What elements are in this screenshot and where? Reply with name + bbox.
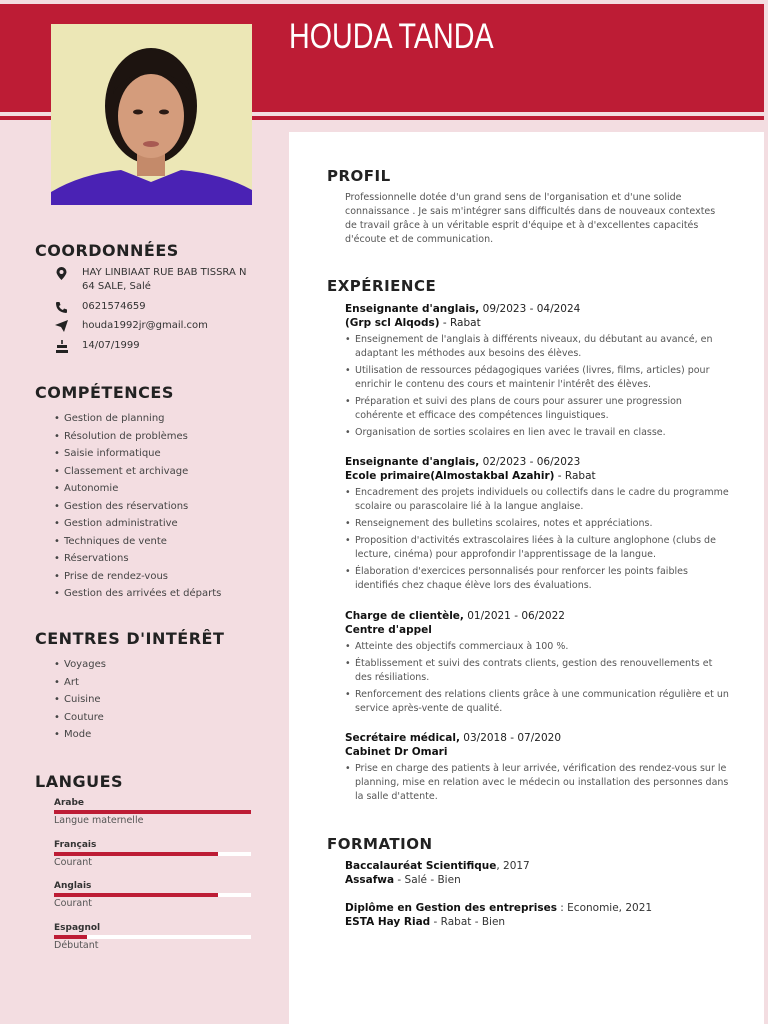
language-level-bar (54, 935, 251, 939)
contact-address (54, 266, 264, 294)
skill-item: • Résolution de problèmes (54, 428, 221, 446)
interests-list (54, 656, 106, 744)
contact-email-text[interactable]: houda1992jr@gmail.com (82, 320, 208, 331)
skills-list (54, 410, 221, 603)
language-level: Courant (54, 898, 92, 909)
language-item (54, 880, 251, 910)
language-level-bar (54, 893, 251, 897)
experience-entry (345, 302, 730, 440)
language-level: Débutant (54, 940, 99, 951)
interest-item: • Cuisine (54, 691, 106, 709)
job-bullet: • Prise en charge des patients à leur arrivée, vérification des rendez-vous sur le planning, mise en relation avec le médecin ou installation des personnes dans la salle d'attente. (345, 762, 730, 804)
language-item (54, 839, 251, 869)
experience-heading: EXPÉRIENCE (327, 277, 437, 295)
languages-heading: LANGUES (35, 772, 124, 791)
language-name: Anglais (54, 881, 92, 891)
education-entry (345, 901, 730, 929)
skill-item: • Classement et archivage (54, 463, 221, 481)
education-detail: : Economie, 2021 (556, 902, 653, 914)
language-level-bar (54, 810, 251, 814)
job-employer: (Grp scl Alqods) (345, 317, 440, 329)
send-icon (54, 319, 69, 333)
job-dates: 03/2018 - 07/2020 (459, 732, 561, 744)
education-heading: FORMATION (327, 835, 433, 853)
job-bullet: • Enseignement de l'anglais à différents niveaux, du débutant au avancé, en adaptant les méthodes aux besoins des élèves. (345, 333, 730, 361)
job-bullet: • Établissement et suivi des contrats clients, gestion des renouvellements et des résiliations. (345, 657, 730, 685)
interest-item: • Art (54, 674, 106, 692)
job-bullet: • Élaboration d'exercices personnalisés pour renforcer les points faibles identifiés chez chaque élève lors des évaluations. (345, 565, 730, 593)
job-bullet: • Renseignement des bulletins scolaires, notes et appréciations. (345, 517, 730, 531)
interests-heading: CENTRES D'INTÉRÊT (35, 629, 225, 648)
job-employer: Cabinet Dr Omari (345, 746, 448, 758)
experience-entry (345, 609, 730, 716)
job-dates: 01/2021 - 06/2022 (463, 610, 565, 622)
skills-heading: COMPÉTENCES (35, 383, 174, 402)
language-item (54, 797, 251, 827)
job-dates: 09/2023 - 04/2024 (479, 303, 581, 315)
language-level-fill (54, 893, 218, 897)
contact-birthdate (54, 339, 264, 353)
job-location: - Rabat (554, 470, 596, 482)
profile-photo (51, 24, 252, 205)
experience-entry (345, 731, 730, 804)
skill-item: • Saisie informatique (54, 445, 221, 463)
job-title: Enseignante d'anglais, (345, 303, 480, 315)
education-detail: , 2017 (496, 860, 530, 872)
education-location: - Rabat - Bien (430, 916, 506, 928)
job-title: Charge de clientèle, (345, 610, 464, 622)
job-bullet: • Organisation de sorties scolaires en lien avec le travail en classe. (345, 426, 730, 440)
profile-heading: PROFIL (327, 167, 391, 185)
job-dates: 02/2023 - 06/2023 (479, 456, 581, 468)
skill-item: • Autonomie (54, 480, 221, 498)
skill-item: • Prise de rendez-vous (54, 568, 221, 586)
birthday-cake-icon (54, 339, 69, 353)
job-bullet: • Préparation et suivi des plans de cours pour assurer une progression cohérente et efficace des compétences linguistiques. (345, 395, 730, 423)
language-name: Français (54, 840, 97, 850)
job-bullet: • Encadrement des projets individuels ou collectifs dans le cadre du programme scolaire ou parascolaire lié à la langue anglaise. (345, 486, 730, 514)
language-level-bar (54, 852, 251, 856)
interest-item: • Voyages (54, 656, 106, 674)
education-entry (345, 859, 730, 887)
contact-birthdate-text: 14/07/1999 (82, 340, 140, 351)
profile-text: Professionnelle dotée d'un grand sens de l'organisation et d'une solide connaissance . Je sais m'intégrer sans difficultés dans de nouveaux contextes de travail grâce à un véritable esprit d'équipe et à d'excellentes capacités d'écoute et de communication. (345, 192, 716, 245)
job-title: Enseignante d'anglais, (345, 456, 480, 468)
education-location: - Salé - Bien (394, 874, 461, 886)
language-name: Arabe (54, 798, 85, 808)
interest-item: • Mode (54, 726, 106, 744)
job-employer: Centre d'appel (345, 624, 432, 636)
skill-item: • Gestion administrative (54, 515, 221, 533)
experience-entry (345, 455, 730, 593)
location-pin-icon (54, 266, 69, 280)
candidate-name: HOUDA TANDA (289, 17, 494, 56)
interest-item: • Couture (54, 709, 106, 727)
contact-phone (54, 300, 264, 314)
education-degree: Diplôme en Gestion des entreprises (345, 902, 557, 914)
skill-item: • Gestion de planning (54, 410, 221, 428)
contact-phone-text: 0621574659 (82, 301, 146, 312)
skill-item: • Gestion des arrivées et départs (54, 585, 221, 603)
skill-item: • Techniques de vente (54, 533, 221, 551)
language-level: Courant (54, 857, 92, 868)
job-bullet: • Proposition d'activités extrascolaires liées à la culture anglophone (clubs de lecture, cinéma) pour approfondir l'apprentissage de la langue. (345, 534, 730, 562)
phone-icon (54, 300, 69, 314)
job-bullet: • Utilisation de ressources pédagogiques variées (livres, films, articles) pour enrichir le contenu des cours et maintenir l'intérêt des élèves. (345, 364, 730, 392)
language-name: Espagnol (54, 923, 101, 933)
job-employer: Ecole primaire(Almostakbal Azahir) (345, 470, 555, 482)
contact-heading: COORDONNÉES (35, 241, 179, 260)
language-level-fill (54, 810, 251, 814)
contact-address-text: HAY LINBIAAT RUE BAB TISSRA N 64 SALE, Salé (82, 267, 247, 292)
job-location: - Rabat (439, 317, 481, 329)
language-level-fill (54, 935, 87, 939)
job-bullet: • Atteinte des objectifs commerciaux à 100 %. (345, 640, 730, 654)
education-degree: Baccalauréat Scientifique (345, 860, 497, 872)
education-school: Assafwa (345, 874, 395, 886)
language-level-fill (54, 852, 218, 856)
contact-email (54, 319, 264, 333)
skill-item: • Réservations (54, 550, 221, 568)
job-title: Secrétaire médical, (345, 732, 460, 744)
job-bullet: • Renforcement des relations clients grâce à une communication régulière et un service après-vente de qualité. (345, 688, 730, 716)
language-item (54, 922, 251, 952)
skill-item: • Gestion des réservations (54, 498, 221, 516)
language-level: Langue maternelle (54, 815, 144, 826)
education-school: ESTA Hay Riad (345, 916, 431, 928)
